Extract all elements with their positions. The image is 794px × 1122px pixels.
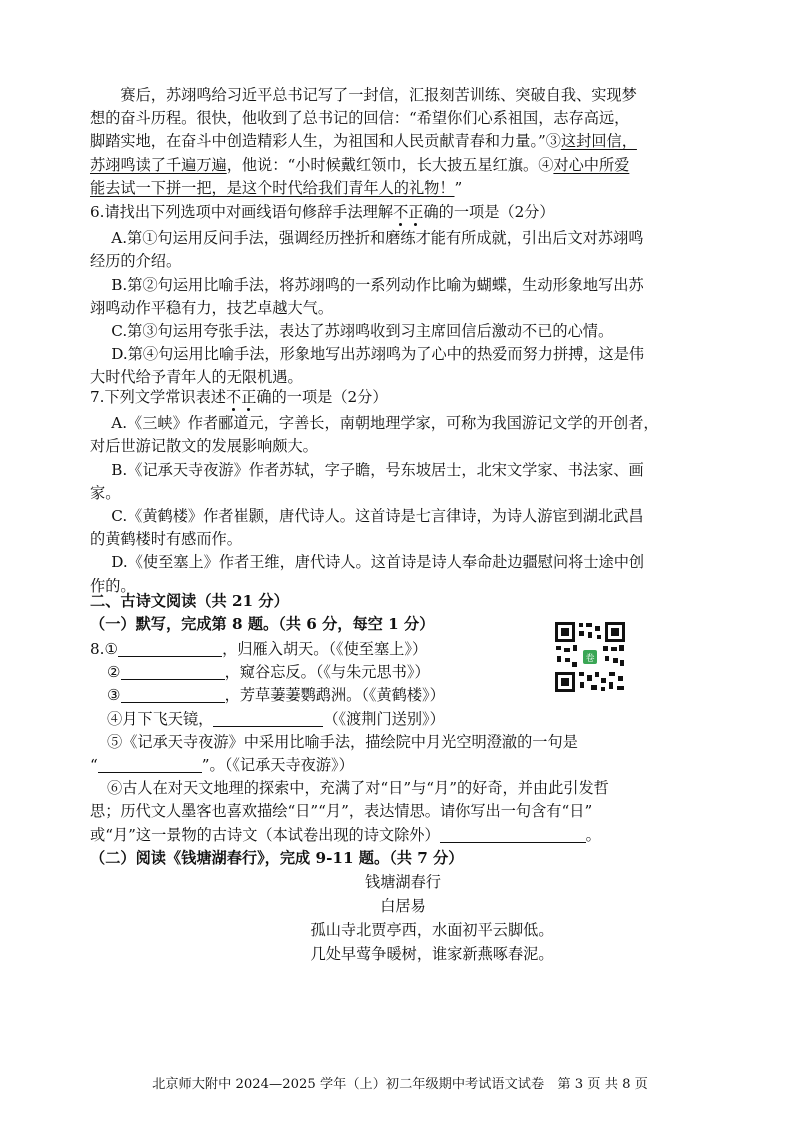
- q6-option-d-cont: 大时代给予青年人的无限机遇。: [90, 368, 303, 387]
- q8-item-5: ⑤《记承天寺夜游》中采用比喻手法，描绘院中月光空明澄澈的一句是: [107, 732, 578, 751]
- q7-emphasis-3: 确: [256, 388, 272, 406]
- q7-stem: [90, 386, 716, 409]
- q7-stem-b: 的一项是（2分）: [271, 388, 388, 406]
- q6-stem-b: 的一项是（2分）: [438, 203, 555, 221]
- passage-line-3-text: 脚踏实地，在奋斗中创造精彩人生，为祖国和人民贡献青春和力量。”: [90, 132, 546, 151]
- q7-option-b-cont: 家。: [90, 483, 121, 502]
- q8-item-4-text-a: ④月下飞天镜，: [107, 709, 214, 728]
- q8-item-2-marker: ②: [107, 663, 121, 682]
- q8-item-5-open-quote: “: [90, 756, 98, 775]
- q7-emphasis-2: 正: [241, 388, 257, 406]
- underlined-sentence-4a: 对心中所爱: [553, 155, 630, 174]
- q6-emphasis-3: 确: [423, 203, 439, 221]
- q8-number: 8.: [90, 640, 105, 658]
- q8-item-3-marker: ③: [107, 686, 121, 705]
- poem-author: 白居易: [380, 897, 426, 915]
- passage-line-4-text: ，他说：“小时候戴红领巾，长大披五星红旗。④: [226, 155, 554, 174]
- q8-item-5-cont: [90, 754, 716, 777]
- underlined-sentence-3b: 苏翊鸣读了千遍万遍: [90, 155, 227, 174]
- section-2-title: 二、古诗文阅读（共 21 分）: [90, 592, 289, 610]
- q6-option-c: C.第③句运用夸张手法，表达了苏翊鸣收到习主席回信后激动不已的心情。: [111, 322, 614, 341]
- answer-blank-4[interactable]: [213, 710, 323, 727]
- subsection-2-title: （二）阅读《钱塘湖春行》，完成 9-11 题。（共 7 分）: [90, 849, 464, 867]
- q7-option-d-cont: 作的。: [90, 576, 136, 595]
- q7-emphasis-1: 不: [226, 388, 242, 406]
- q8-item-1-marker: ①: [104, 640, 119, 658]
- passage-line-5: [90, 177, 716, 200]
- q8-item-4: [90, 708, 716, 731]
- q8-item-3: [90, 684, 716, 707]
- subsection-1-title: （一）默写，完成第 8 题。（共 6 分，每空 1 分）: [90, 615, 435, 634]
- qr-badge-text: 卷: [585, 654, 595, 664]
- poem: [90, 870, 716, 966]
- q8-item-1: [90, 638, 716, 661]
- q7-option-a: A.《三峡》作者郦道元，字善长，南朝地理学家，可称为我国游记文学的开创者，: [111, 414, 659, 433]
- passage-line-1: 赛后，苏翊鸣给习近平总书记写了一封信，汇报刻苦训练、突破自我、实现梦: [120, 86, 637, 104]
- q7-option-b: B.《记承天寺夜游》作者苏轼，字子瞻，号东坡居士，北宋文学家、书法家、画: [111, 460, 644, 479]
- q7-option-d: D.《使至塞上》作者王维，唐代诗人。这首诗是诗人奉命赴边疆慰问将士途中创: [111, 553, 645, 572]
- q8-item-6: ⑥古人在对天文地理的探索中，充满了对“日”与“月”的好奇，并由此引发哲: [107, 779, 609, 798]
- q8-item-6-line-3: [90, 824, 716, 847]
- q7-stem-a: 7.下列文学常识表述: [90, 388, 226, 406]
- answer-blank-6[interactable]: [440, 826, 586, 843]
- answer-blank-5[interactable]: [98, 756, 202, 773]
- q8-item-4-text-b: （《渡荆门送别》）: [323, 709, 445, 728]
- q8-item-2: [90, 661, 716, 684]
- poem-line-1: 孤山寺北贾亭西，水面初平云脚低。: [310, 921, 554, 939]
- q8-item-3-text: ，芳草萋萋鹦鹉洲。（《黄鹤楼》）: [224, 686, 445, 705]
- page-footer: 北京师大附中 2024—2025 学年（上）初二年级期中考试语文试卷 第 3 页 共 8 页: [152, 1077, 648, 1092]
- passage-line-4: [90, 154, 716, 177]
- q6-option-a-cont: 经历的介绍。: [90, 252, 182, 271]
- passage-line-3: [90, 130, 716, 153]
- q6-option-d: D.第④句运用比喻手法，形象地写出苏翊鸣为了心中的热爱而努力拼搏，这是伟: [111, 345, 645, 364]
- underlined-sentence-4b: 能去试一下拼一把，是这个时代给我们青年人的礼物！: [90, 178, 455, 197]
- poem-title: 钱塘湖春行: [365, 873, 441, 891]
- q6-option-a: A.第①句运用反问手法，强调经历挫折和磨练才能有所成就，引出后文对苏翊鸣: [111, 229, 644, 248]
- q6-stem-a: 6.请找出下列选项中对画线语句修辞手法理解: [90, 203, 394, 221]
- passage: [90, 84, 716, 200]
- q8-item-6-end: 。: [585, 825, 601, 844]
- q8-item-5-text: ”。（《记承天寺夜游》）: [201, 756, 354, 775]
- poem-line-2: 几处早莺争暖树，谁家新燕啄春泥。: [310, 945, 554, 963]
- marker-3: ③: [545, 132, 561, 151]
- q7-option-c: C.《黄鹤楼》作者崔颢，唐代诗人。这首诗是七言律诗，为诗人游宦到湖北武昌: [111, 507, 644, 526]
- q7-option-a-cont: 对后世游记散文的发展影响颇大。: [90, 437, 318, 456]
- question-7: [90, 386, 716, 598]
- q6-emphasis-1: 不: [393, 203, 409, 221]
- q6-emphasis-2: 正: [408, 203, 424, 221]
- q6-stem: [90, 201, 716, 224]
- question-8: [90, 638, 716, 847]
- q8-item-6-text: 或“月”这一景物的古诗文（本试卷出现的诗文除外）: [90, 825, 440, 844]
- passage-line-2: 想的奋斗历程。很快，他收到了总书记的回信：“希望你们心系祖国，志存高远，: [90, 109, 630, 128]
- answer-blank-1[interactable]: [118, 640, 222, 657]
- passage-line-5-text: ”: [454, 178, 463, 197]
- answer-blank-2[interactable]: [121, 663, 225, 680]
- q7-option-c-cont: 的黄鹤楼时有感而作。: [90, 530, 242, 549]
- subsection-2: [90, 847, 716, 870]
- question-6: [90, 201, 716, 390]
- q8-item-2-text: ，窥谷忘反。（《与朱元思书》）: [224, 663, 430, 682]
- underlined-sentence-3a: 这封回信，: [560, 132, 637, 151]
- q6-option-b: B.第②句运用比喻手法，将苏翊鸣的一系列动作比喻为蝴蝶，生动形象地写出苏: [111, 275, 644, 294]
- q6-option-b-cont: 翊鸣动作平稳有力，技艺卓越大气。: [90, 298, 333, 317]
- q8-item-6-line-2: 思；历代文人墨客也喜欢描绘“日”“月”，表达情思。请你写出一句含有“日”: [90, 802, 593, 821]
- q8-item-1-text: ，归雁入胡天。（《使至塞上》）: [222, 640, 428, 658]
- answer-blank-3[interactable]: [121, 686, 225, 703]
